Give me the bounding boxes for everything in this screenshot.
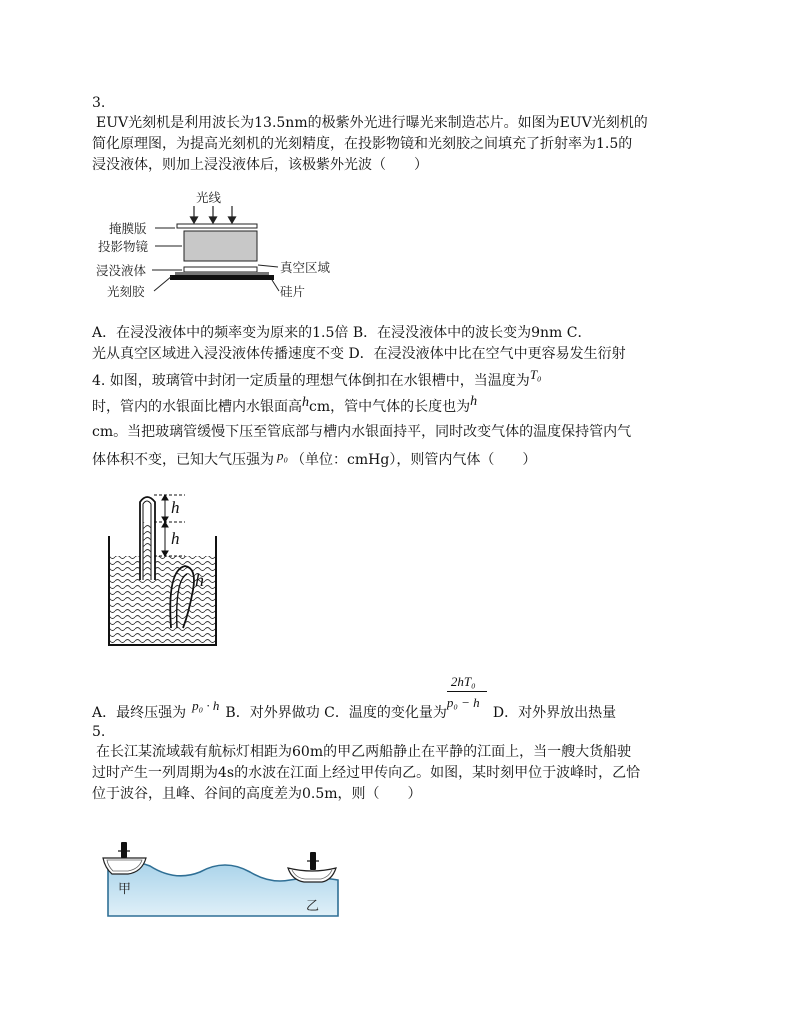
symbol-t0: T₀	[529, 367, 542, 382]
label-silicon: 硅片	[280, 284, 306, 299]
immersion-liquid	[184, 267, 257, 272]
label-vacuum: 真空区域	[280, 260, 331, 275]
q4-option-a: A．最终压强为	[92, 705, 187, 721]
q4-text-1: 4. 如图，玻璃管中封闭一定质量的理想气体倒扣在水银槽中，当温度为	[92, 373, 530, 389]
euv-lithography-diagram	[92, 186, 362, 304]
q5-number: 5.	[92, 724, 106, 740]
symbol-h-1: h	[302, 395, 309, 410]
q3-number: 3.	[92, 95, 106, 111]
ship-jia	[103, 842, 146, 874]
q4-text-4a: 体体积不变，已知大气压强为	[92, 452, 274, 468]
leader-silicon	[272, 280, 279, 291]
label-h-top: h	[171, 498, 180, 517]
mercury-tube-diagram	[105, 488, 230, 653]
q3-stem-line-1: EUV光刻机是利用波长为13.5nm的极紫外光进行曝光来制造芯片。如图为EUV光刻机的	[96, 115, 648, 131]
q3-stem-line-3: 浸没液体，则加上浸没液体后，该极紫外光波（ ）	[92, 157, 428, 173]
silicon-wafer	[170, 275, 274, 280]
projection-lens	[184, 231, 257, 261]
ship-yi	[288, 852, 336, 882]
q4-text-2b: cm，管中气体的长度也为	[309, 399, 471, 415]
q4-option-a-expr: p₀ · h	[192, 698, 220, 713]
light-arrows	[191, 206, 236, 223]
dimension-arrows	[162, 495, 168, 556]
q4-stem-line-1	[92, 367, 542, 391]
river-wave-diagram	[100, 838, 345, 918]
leader-resist	[154, 276, 172, 291]
q4-stem-line-4	[92, 450, 536, 470]
label-liquid: 浸没液体	[96, 263, 147, 278]
symbol-h-2: h	[470, 394, 478, 409]
leader-vacuum	[258, 265, 278, 267]
q3-options-line-1: A．在浸没液体中的频率变为原来的1.5倍 B．在浸没液体中的波长变为9nm C．	[92, 325, 592, 341]
label-h-bottom: h	[171, 529, 180, 548]
fraction-bar	[447, 691, 487, 692]
q4-option-d: D．对外界放出热量	[492, 705, 617, 721]
q4-stem-line-3: cm。当把玻璃管缓慢下压至管底部与槽内水银面持平，同时改变气体的温度保持管内气	[92, 424, 632, 440]
q4-option-bc: B．对外界做功 C．温度的变化量为	[225, 705, 447, 721]
q5-stem-line-2: 过时产生一列周期为4s的水波在江面上经过甲传向乙。如图，某时刻甲位于波峰时，乙恰	[92, 765, 641, 781]
photoresist-layer	[175, 272, 269, 275]
q4-text-2a: 时，管内的水银面比槽内水银面高	[92, 399, 302, 415]
q4-text-4b: （单位：cmHg），则管内气体（ ）	[291, 452, 537, 468]
q4-options-line	[92, 674, 617, 723]
q5-stem-line-1: 在长江某流域载有航标灯相距为60m的甲乙两船静止在平静的江面上，当一艘大货船驶	[96, 744, 632, 760]
beacon-lamp-jia	[121, 842, 127, 858]
label-mask: 掩膜版	[109, 221, 147, 236]
label-light: 光线	[196, 190, 222, 205]
label-yi: 乙	[306, 899, 320, 914]
mask-plate	[177, 224, 257, 228]
q5-stem-line-3: 位于波谷，且峰、谷间的高度差为0.5m，则（ ）	[92, 786, 422, 802]
q3-options-line-2: 光从真空区域进入浸没液体传播速度不变 D．在浸没液体中比在空气中更容易发生衍射	[92, 346, 626, 362]
fraction-denominator: p₀ − h	[446, 695, 480, 710]
label-lens: 投影物镜	[98, 239, 149, 254]
label-jia: 甲	[118, 882, 132, 897]
q4-stem-line-2	[92, 394, 478, 418]
q3-stem-line-2: 简化原理图，为提高光刻机的光刻精度，在投影物镜和光刻胶之间填充了折射率为1.5的	[92, 136, 633, 152]
fraction-temperature-change	[446, 674, 493, 723]
label-h-side: h	[195, 570, 204, 590]
mercury-column	[143, 522, 151, 580]
fraction-numerator: 2hT₀	[450, 674, 476, 689]
label-resist: 光刻胶	[107, 284, 145, 299]
symbol-p0: p₀	[277, 448, 289, 463]
